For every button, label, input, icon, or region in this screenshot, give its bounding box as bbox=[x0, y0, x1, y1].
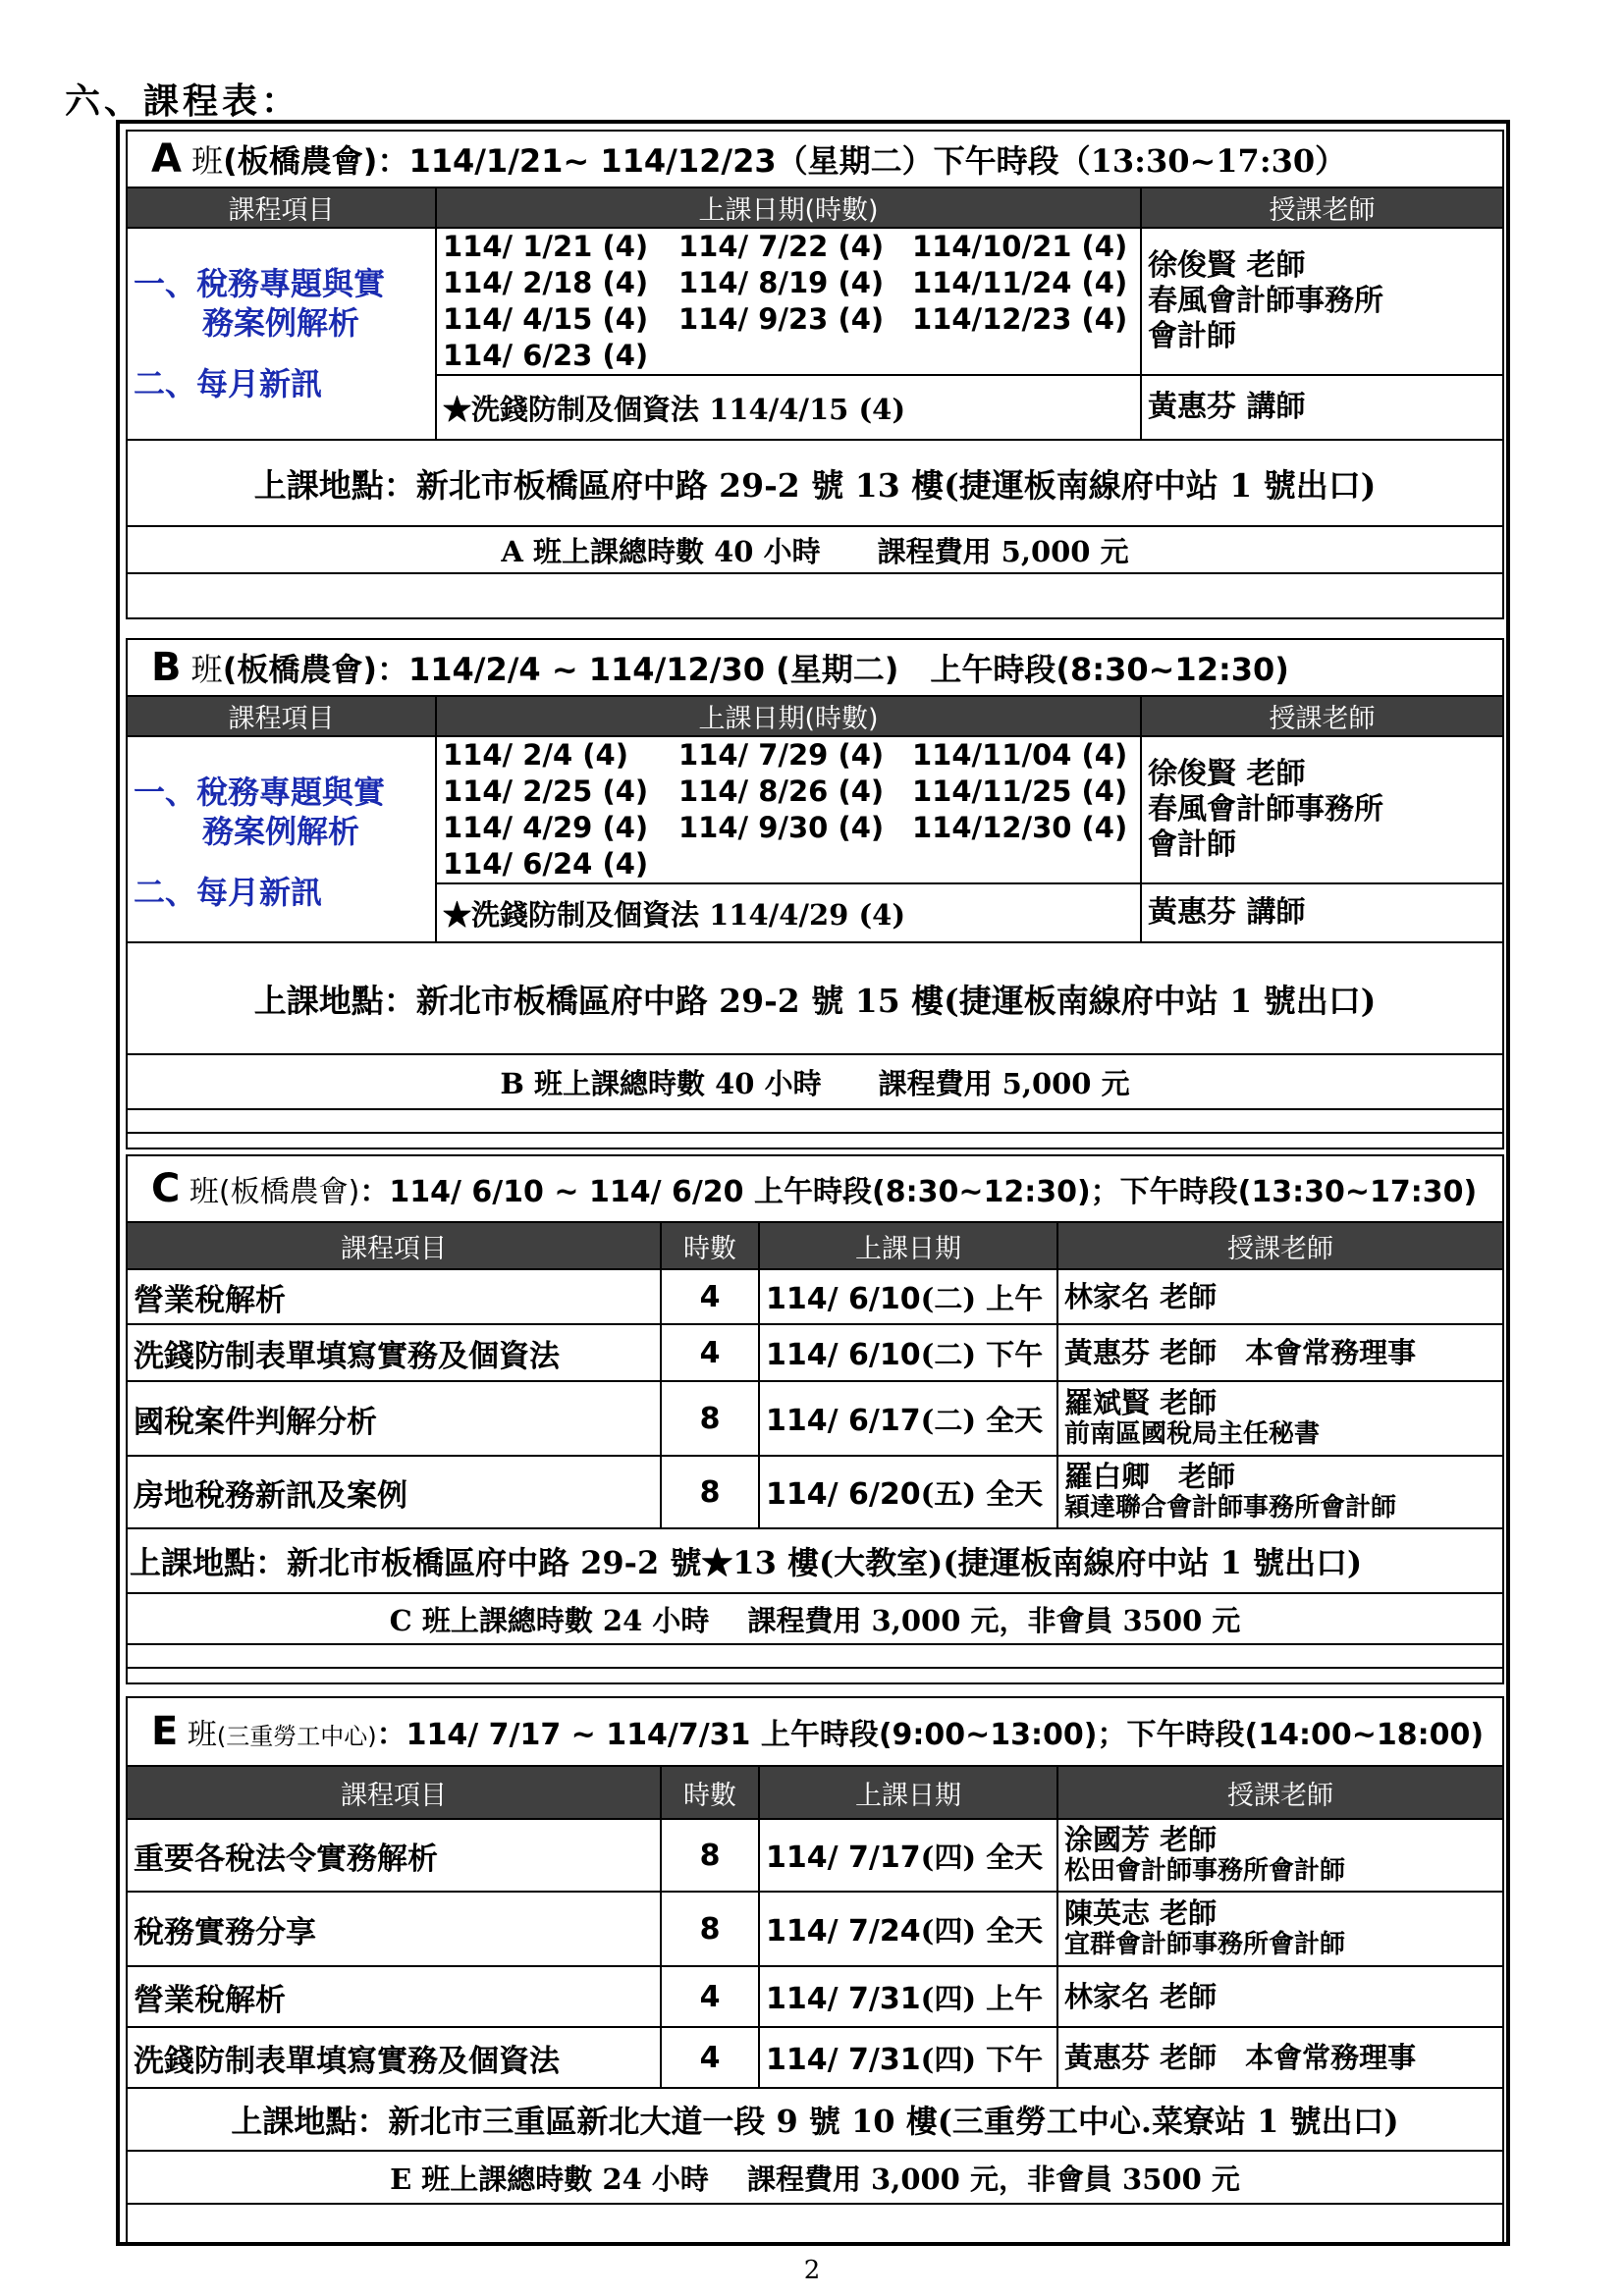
header-date: 上課日期 bbox=[759, 1222, 1057, 1269]
course-teacher: 羅白卿 老師 穎達聯合會計師事務所會計師 bbox=[1057, 1456, 1503, 1528]
class-b-dates: 114/ 2/4 (4) 114/ 7/29 (4) 114/11/04 (4) 114/ 2/25 (4) 114/ 8/26 (4) 114/11/25 (4) 114/ 4/29 (4) 114/ 9/30 (4) 114/12/30 (4) 114/ 6/24 (4) bbox=[436, 736, 1141, 883]
table-row bbox=[127, 1381, 1503, 1456]
class-c-table bbox=[126, 1154, 1504, 1684]
header-teacher: 授課老師 bbox=[1057, 1766, 1503, 1819]
course-subject: 營業稅解析 bbox=[127, 1269, 661, 1324]
class-a-total: A 班上課總時數 40 小時 課程費用 5,000 元 bbox=[127, 526, 1503, 573]
page-number: 2 bbox=[803, 2256, 821, 2285]
class-b-teacher: 徐俊賢 老師 春風會計師事務所 會計師 bbox=[1141, 736, 1503, 883]
class-e-location: 上課地點：新北市三重區新北大道一段 9 號 10 樓(三重勞工中心.菜寮站 1 號出口) bbox=[127, 2088, 1503, 2151]
course-hours: 4 bbox=[661, 1966, 759, 2027]
course-hours: 4 bbox=[661, 1324, 759, 1381]
header-hours: 時數 bbox=[661, 1766, 759, 1819]
table-row bbox=[127, 1324, 1503, 1381]
class-a-title: A 班(板橋農會)：114/1/21~ 114/12/23（星期二）下午時段（13:30~17:30） bbox=[127, 131, 1503, 187]
class-b-total: B 班上課總時數 40 小時 課程費用 5,000 元 bbox=[127, 1054, 1503, 1109]
header-teacher: 授課老師 bbox=[1141, 696, 1503, 736]
course-subject: 稅務實務分享 bbox=[127, 1892, 661, 1966]
class-a-special-teacher: 黃惠芬 講師 bbox=[1141, 375, 1503, 440]
class-c-spacer bbox=[127, 1644, 1503, 1683]
course-hours: 4 bbox=[661, 1269, 759, 1324]
course-date: 114/ 7/31(四) 上午 bbox=[759, 1966, 1057, 2027]
course-teacher: 林家名 老師 bbox=[1057, 1269, 1503, 1324]
course-hours: 8 bbox=[661, 1381, 759, 1456]
course-date: 114/ 6/20(五) 全天 bbox=[759, 1456, 1057, 1528]
course-teacher: 陳英志 老師 宜群會計師事務所會計師 bbox=[1057, 1892, 1503, 1966]
class-b-subjects: 一、稅務專題與實 務案例解析 二、每月新訊 bbox=[127, 736, 436, 942]
class-e-table bbox=[126, 1696, 1504, 2244]
header-date: 上課日期 bbox=[759, 1766, 1057, 1819]
table-row bbox=[127, 1456, 1503, 1528]
course-subject: 重要各稅法令實務解析 bbox=[127, 1819, 661, 1892]
class-a-table bbox=[126, 130, 1504, 619]
header-subject: 課程項目 bbox=[127, 696, 436, 736]
course-date: 114/ 7/24(四) 全天 bbox=[759, 1892, 1057, 1966]
class-b-table bbox=[126, 638, 1504, 1149]
class-a-dates: 114/ 1/21 (4) 114/ 7/22 (4) 114/10/21 (4) 114/ 2/18 (4) 114/ 8/19 (4) 114/11/24 (4) 114/ 4/15 (4) 114/ 9/23 (4) 114/12/23 (4) 114/ 6/23 (4) bbox=[436, 228, 1141, 375]
header-dates: 上課日期(時數) bbox=[436, 696, 1141, 736]
course-subject: 營業稅解析 bbox=[127, 1966, 661, 2027]
class-a-location: 上課地點：新北市板橋區府中路 29-2 號 13 樓(捷運板南線府中站 1 號出口) bbox=[127, 440, 1503, 526]
course-teacher: 涂國芳 老師 松田會計師事務所會計師 bbox=[1057, 1819, 1503, 1892]
course-subject: 洗錢防制表單填寫實務及個資法 bbox=[127, 1324, 661, 1381]
course-date: 114/ 7/31(四) 下午 bbox=[759, 2027, 1057, 2088]
course-date: 114/ 6/10(二) 上午 bbox=[759, 1269, 1057, 1324]
table-row bbox=[127, 1819, 1503, 1892]
course-teacher: 黃惠芬 老師 本會常務理事 bbox=[1057, 1324, 1503, 1381]
header-teacher: 授課老師 bbox=[1057, 1222, 1503, 1269]
class-b-title: B 班(板橋農會)：114/2/4 ~ 114/12/30 (星期二) 上午時段(8:30~12:30) bbox=[127, 639, 1503, 696]
class-e-total: E 班上課總時數 24 小時 課程費用 3,000 元，非會員 3500 元 bbox=[127, 2151, 1503, 2204]
class-b-spacer bbox=[127, 1109, 1503, 1148]
course-subject: 國稅案件判解分析 bbox=[127, 1381, 661, 1456]
course-hours: 4 bbox=[661, 2027, 759, 2088]
course-hours: 8 bbox=[661, 1892, 759, 1966]
course-teacher: 黃惠芬 老師 本會常務理事 bbox=[1057, 2027, 1503, 2088]
class-c-location: 上課地點：新北市板橋區府中路 29-2 號★13 樓(大教室)(捷運板南線府中站 1 號出口) bbox=[127, 1528, 1503, 1593]
section-title: 六、課程表： bbox=[65, 80, 301, 122]
course-subject: 洗錢防制表單填寫實務及個資法 bbox=[127, 2027, 661, 2088]
class-b-location: 上課地點：新北市板橋區府中路 29-2 號 15 樓(捷運板南線府中站 1 號出口) bbox=[127, 942, 1503, 1054]
course-hours: 8 bbox=[661, 1819, 759, 1892]
header-teacher: 授課老師 bbox=[1141, 187, 1503, 228]
class-c-title: C 班(板橋農會)：114/ 6/10 ~ 114/ 6/20 上午時段(8:30~12:30)；下午時段(13:30~17:30) bbox=[127, 1155, 1503, 1222]
class-b-special-teacher: 黃惠芬 講師 bbox=[1141, 883, 1503, 942]
header-subject: 課程項目 bbox=[127, 187, 436, 228]
class-b-special: ★洗錢防制及個資法 114/4/29 (4) bbox=[436, 883, 1141, 942]
class-a-special: ★洗錢防制及個資法 114/4/15 (4) bbox=[436, 375, 1141, 440]
course-date: 114/ 6/10(二) 下午 bbox=[759, 1324, 1057, 1381]
header-dates: 上課日期(時數) bbox=[436, 187, 1141, 228]
class-a-teacher: 徐俊賢 老師 春風會計師事務所 會計師 bbox=[1141, 228, 1503, 375]
course-date: 114/ 6/17(二) 全天 bbox=[759, 1381, 1057, 1456]
table-row bbox=[127, 2027, 1503, 2088]
course-subject: 房地稅務新訊及案例 bbox=[127, 1456, 661, 1528]
course-date: 114/ 7/17(四) 全天 bbox=[759, 1819, 1057, 1892]
header-hours: 時數 bbox=[661, 1222, 759, 1269]
class-a-subjects: 一、稅務專題與實 務案例解析 二、每月新訊 bbox=[127, 228, 436, 440]
class-e-spacer bbox=[127, 2204, 1503, 2243]
table-row bbox=[127, 1269, 1503, 1324]
course-hours: 8 bbox=[661, 1456, 759, 1528]
table-row bbox=[127, 1966, 1503, 2027]
header-subject: 課程項目 bbox=[127, 1222, 661, 1269]
class-e-title: E 班(三重勞工中心)：114/ 7/17 ~ 114/7/31 上午時段(9:00~13:00)；下午時段(14:00~18:00) bbox=[127, 1697, 1503, 1766]
class-a-spacer bbox=[127, 573, 1503, 618]
class-c-total: C 班上課總時數 24 小時 課程費用 3,000 元，非會員 3500 元 bbox=[127, 1593, 1503, 1644]
course-teacher: 林家名 老師 bbox=[1057, 1966, 1503, 2027]
header-subject: 課程項目 bbox=[127, 1766, 661, 1819]
table-row bbox=[127, 1892, 1503, 1966]
course-teacher: 羅斌賢 老師 前南區國稅局主任秘書 bbox=[1057, 1381, 1503, 1456]
